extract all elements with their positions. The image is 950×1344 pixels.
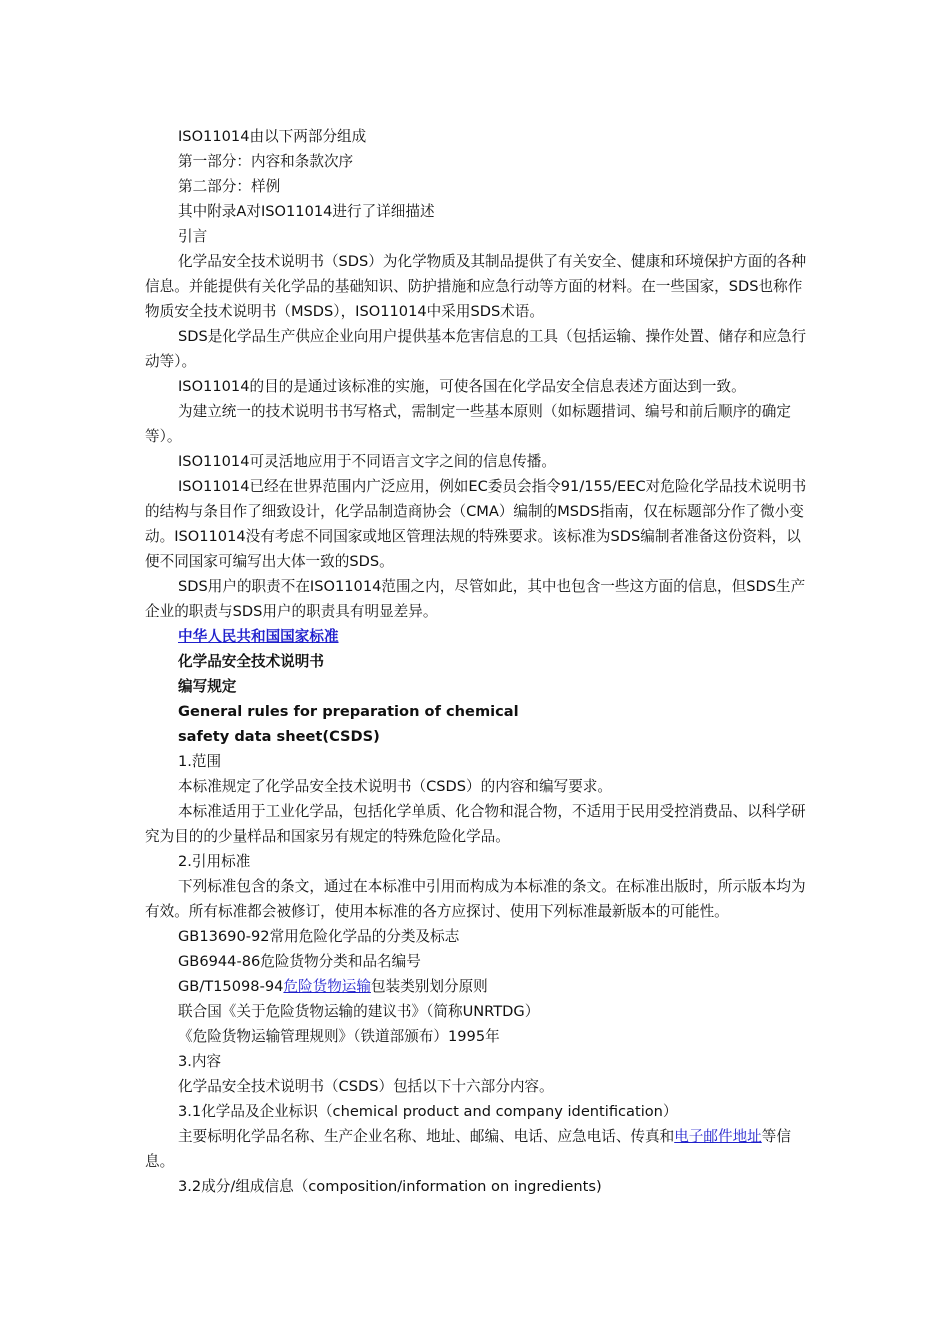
intro-paragraph: 为建立统一的技术说明书书写格式，需制定一些基本原则（如标题措词、编号和前后顺序的确定等）。	[145, 403, 791, 445]
intro-line: 第一部分：内容和条款次序	[178, 153, 354, 170]
subsection-heading: 3.1化学品及企业标识（chemical product and company identification）	[178, 1103, 678, 1120]
intro-paragraph: SDS是化学品生产供应企业向用户提供基本危害信息的工具（包括运输、操作处置、储存和应急行动等）。	[145, 328, 807, 370]
standard-subtitle: 编写规定	[178, 678, 237, 695]
dangerous-goods-transport-link[interactable]: 危险货物运输	[283, 978, 371, 995]
subsection-heading: 3.2成分/组成信息（composition/information on ingredients)	[178, 1178, 602, 1195]
section-paragraph: 本标准适用于工业化学品，包括化学单质、化合物和混合物，不适用于民用受控消费品、以科学研究为目的的少量样品和国家另有规定的特殊危险化学品。	[145, 803, 806, 845]
reference-item: GB6944-86危险货物分类和品名编号	[178, 953, 421, 970]
reference-rest: 包装类别划分原则	[371, 978, 488, 995]
intro-paragraph: ISO11014可灵活地应用于不同语言文字之间的信息传播。	[178, 453, 556, 470]
standard-english-title-2: safety data sheet(CSDS)	[178, 728, 380, 745]
section-heading: 2.引用标准	[178, 853, 251, 870]
national-standard-link[interactable]: 中华人民共和国国家标准	[178, 628, 339, 645]
intro-heading: 引言	[178, 228, 208, 245]
standard-title: 化学品安全技术说明书	[178, 653, 324, 670]
section-paragraph: 下列标准包含的条文，通过在本标准中引用而构成为本标准的条文。在标准出版时，所示版本均为有效。所有标准都会被修订，使用本标准的各方应探讨、使用下列标准最新版本的可能性。	[145, 878, 806, 920]
reference-item: 联合国《关于危险货物运输的建议书》（简称UNRTDG）	[178, 1003, 540, 1020]
paragraph-text: 主要标明化学品名称、生产企业名称、地址、邮编、电话、应急电话、传真和	[178, 1128, 675, 1145]
section-paragraph: 化学品安全技术说明书（CSDS）包括以下十六部分内容。	[178, 1078, 554, 1095]
section-heading: 1.范围	[178, 753, 222, 770]
intro-paragraph: ISO11014的目的是通过该标准的实施，可使各国在化学品安全信息表述方面达到一致。	[178, 378, 746, 395]
section-paragraph	[145, 1124, 810, 1174]
section-paragraph: 本标准规定了化学品安全技术说明书（CSDS）的内容和编写要求。	[178, 778, 612, 795]
email-address-link[interactable]: 电子邮件地址	[674, 1128, 762, 1145]
reference-item	[145, 974, 810, 999]
document-body	[145, 124, 810, 1199]
reference-code: GB/T15098-94	[178, 978, 284, 995]
intro-line: ISO11014由以下两部分组成	[178, 128, 367, 145]
intro-line: 其中附录A对ISO11014进行了详细描述	[178, 203, 435, 220]
standard-english-title: General rules for preparation of chemical	[178, 703, 519, 720]
paragraph-text: 等信息。	[145, 1128, 791, 1170]
intro-paragraph: 化学品安全技术说明书（SDS）为化学物质及其制品提供了有关安全、健康和环境保护方面的各种信息。并能提供有关化学品的基础知识、防护措施和应急行动等方面的材料。在一些国家，SDS也称作物质安全技术说明书（MSDS），ISO11014中采用SDS术语。	[145, 253, 807, 320]
reference-item: 《危险货物运输管理规则》（铁道部颁布）1995年	[178, 1028, 500, 1045]
section-heading: 3.内容	[178, 1053, 222, 1070]
intro-line: 第二部分：样例	[178, 178, 281, 195]
reference-item: GB13690-92常用危险化学品的分类及标志	[178, 928, 460, 945]
intro-paragraph: ISO11014已经在世界范围内广泛应用，例如EC委员会指令91/155/EEC对危险化学品技术说明书的结构与条目作了细致设计，化学品制造商协会（CMA）编制的MSDS指南，仅在标题部分作了微小变动。ISO11014没有考虑不同国家或地区管理法规的特殊要求。该标准为SDS编制者准备这份资料，以便不同国家可编写出大体一致的SDS。	[145, 478, 807, 570]
intro-paragraph: SDS用户的职责不在ISO11014范围之内，尽管如此，其中也包含一些这方面的信息，但SDS生产企业的职责与SDS用户的职责具有明显差异。	[145, 578, 806, 620]
